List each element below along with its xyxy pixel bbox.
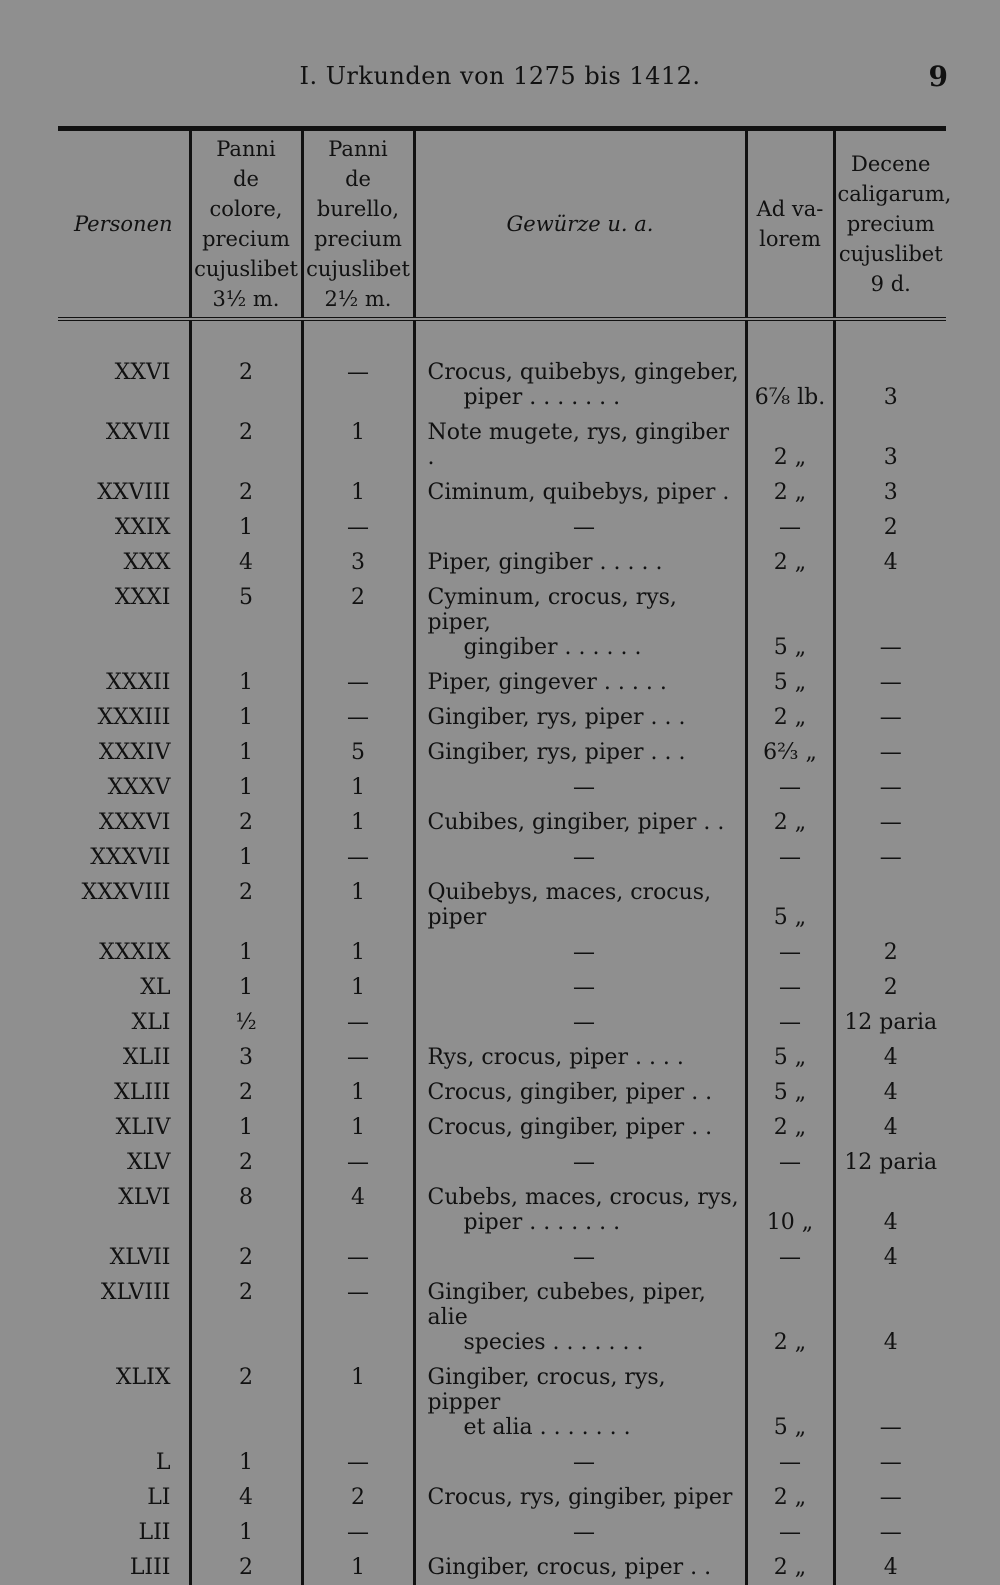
spice-line: Note mugete, rys, gingiber . [427,419,730,470]
cell-ad-valorem: 5 „ [746,1040,834,1075]
spice-line: — [573,1244,595,1270]
cell-spices [414,475,746,510]
cell-panni-colore: 2 [190,475,302,510]
table-row [58,1005,946,1040]
cell-panni-burello: 3 [302,545,414,580]
cell-panni-burello: — [302,1275,414,1360]
cell-spices [414,1445,746,1480]
cell-spices [414,875,746,935]
cell-decene: — [834,805,946,840]
table-row [58,970,946,1005]
cell-spices [414,580,746,665]
cell-ad-valorem: 5 „ [746,580,834,665]
header-decene [834,129,952,319]
cell-decene: — [834,580,946,665]
cell-panni-burello: 2 [302,580,414,665]
spice-line: — [573,774,595,800]
cell-panni-burello: 4 [302,1180,414,1240]
header-line: caligarum, [837,181,952,206]
cell-panni-burello: — [302,510,414,545]
cell-person: XXXV [107,774,171,800]
cell-panni-colore: 1 [190,770,302,805]
cell-decene: — [834,1445,946,1480]
cell-spices [414,770,746,805]
spice-line: — [573,514,595,540]
table-row [58,1145,946,1180]
cell-panni-burello: 1 [302,805,414,840]
spice-line: Gingiber, rys, piper . . . [427,739,686,765]
cell-panni-colore: 4 [190,545,302,580]
spice-line: Cubibes, gingiber, piper . . [427,809,725,835]
cell-spices [414,840,746,875]
cell-panni-colore: 1 [190,1515,302,1550]
cell-ad-valorem: — [746,1515,834,1550]
cell-panni-colore: 5 [190,580,302,665]
cell-panni-colore: 3 [190,1040,302,1075]
cell-decene: 2 [834,935,946,970]
cell-panni-burello: — [302,355,414,415]
header-personen: Personen [58,129,190,319]
cell-ad-valorem: — [746,770,834,805]
cell-ad-valorem: — [746,510,834,545]
cell-ad-valorem: — [746,840,834,875]
table-container [58,126,952,1585]
cell-person: XLVII [109,1244,171,1270]
spice-line: Gingiber, crocus, rys, pipper [427,1364,666,1415]
spice-line: — [573,1519,595,1545]
cell-panni-colore: 2 [190,355,302,415]
cell-panni-burello: — [302,1005,414,1040]
spice-line: Crocus, quibebys, gingeber, [427,359,739,385]
cell-ad-valorem: 10 „ [746,1180,834,1240]
table-row [58,700,946,735]
header-line: de colore, [209,166,283,221]
header-ad-valorem [746,129,834,319]
table-row [58,770,946,805]
cell-panni-colore: 1 [190,665,302,700]
cell-panni-colore: 2 [190,805,302,840]
table-row [58,1480,946,1515]
cell-spices [414,1515,746,1550]
cell-panni-burello: — [302,1445,414,1480]
cell-person: LIII [129,1554,171,1580]
cell-decene [834,875,946,935]
cell-panni-burello: — [302,1040,414,1075]
cell-spices [414,970,746,1005]
cell-ad-valorem: — [746,1240,834,1275]
cell-decene: — [834,1360,946,1445]
cell-ad-valorem: — [746,1145,834,1180]
spice-line: — [573,1149,595,1175]
cell-spices [414,415,746,475]
table-row [58,805,946,840]
table-row [58,1445,946,1480]
cell-panni-colore: 1 [190,510,302,545]
header-line: 9 d. [870,271,911,296]
cell-person: XLI [131,1009,171,1035]
cell-decene: 3 [834,355,946,415]
table-row [58,665,946,700]
table-spacer-row [58,319,946,355]
cell-spices [414,1360,746,1445]
header-line: lorem [759,226,821,251]
cell-panni-burello: — [302,1240,414,1275]
header-line: cujuslibet [838,241,943,266]
cell-panni-colore: 2 [190,1550,302,1585]
cell-person: XXXIX [99,939,171,965]
header-line: cujuslibet [306,256,410,281]
cell-decene: — [834,665,946,700]
cell-panni-burello: 1 [302,935,414,970]
table-row [58,355,946,415]
cell-panni-colore: 2 [190,1075,302,1110]
cell-decene: 3 [834,475,946,510]
cell-panni-colore: 4 [190,1480,302,1515]
cell-person: XXXVIII [81,879,171,905]
spice-line: Gingiber, rys, piper . . . [427,704,686,730]
spice-line: Gingiber, cubebes, piper, alie [427,1279,706,1330]
cell-person: XLIV [115,1114,171,1140]
cell-decene: 4 [834,1040,946,1075]
cell-ad-valorem: 2 „ [746,1480,834,1515]
cell-spices [414,355,746,415]
spice-line: et alia . . . . . . . [463,1414,631,1440]
cell-spices [414,1145,746,1180]
cell-panni-burello: — [302,840,414,875]
cell-ad-valorem: 2 „ [746,700,834,735]
cell-decene: — [834,700,946,735]
cell-spices [414,1075,746,1110]
cell-spices [414,1275,746,1360]
cell-spices [414,1480,746,1515]
table-row [58,545,946,580]
cell-spices [414,1005,746,1040]
spice-line: Crocus, gingiber, piper . . [427,1114,713,1140]
cell-person: XXX [123,549,171,575]
table-row [58,935,946,970]
spice-line: — [573,844,595,870]
cell-decene: 4 [834,1275,946,1360]
cell-ad-valorem: 5 „ [746,1360,834,1445]
header-line: Panni [328,136,388,161]
cell-decene: 4 [834,1550,946,1585]
cell-panni-colore: 1 [190,735,302,770]
cell-ad-valorem: 2 „ [746,805,834,840]
table-row [58,580,946,665]
header-line: precium [314,226,402,251]
cell-panni-colore: 1 [190,840,302,875]
cell-panni-colore: 1 [190,700,302,735]
cell-panni-burello: 2 [302,1480,414,1515]
cell-person: XLV [126,1149,171,1175]
header-gewurze: Gewürze u. a. [414,129,746,319]
cell-ad-valorem: 2 „ [746,475,834,510]
cell-panni-colore: 1 [190,935,302,970]
table-row [58,1550,946,1585]
cell-person: XXVIII [97,479,171,505]
table-body [58,319,946,1585]
cell-panni-colore: 2 [190,1275,302,1360]
cell-person: L [155,1449,171,1475]
spice-line: Cyminum, crocus, rys, piper, [427,584,677,635]
cell-panni-colore: 2 [190,1360,302,1445]
header-line: 2½ m. [324,286,392,311]
table-row [58,840,946,875]
cell-ad-valorem: 5 „ [746,1075,834,1110]
spice-line: Ciminum, quibebys, piper . [427,479,730,505]
table-header [58,129,952,319]
cell-panni-colore: 2 [190,1240,302,1275]
spice-line: — [573,939,595,965]
cell-panni-colore: 1 [190,1110,302,1145]
table-row [58,1110,946,1145]
spice-line: species . . . . . . . [463,1329,644,1355]
table-row [58,875,946,935]
cell-ad-valorem: 2 „ [746,1550,834,1585]
page-number: 9 [928,60,948,93]
header-panni-burello [302,129,414,319]
running-head: I. Urkunden von 1275 bis 1412. [299,62,701,90]
cell-ad-valorem: 2 „ [746,545,834,580]
cell-panni-burello: 1 [302,1075,414,1110]
table-row [58,415,946,475]
spice-line: piper . . . . . . . [463,384,621,410]
spice-line: Piper, gingever . . . . . [427,669,667,695]
table-row [58,1075,946,1110]
cell-ad-valorem: — [746,935,834,970]
cell-panni-burello: — [302,700,414,735]
cell-person: XXXII [106,669,171,695]
spice-line: gingiber . . . . . . [463,634,642,660]
spice-line: Gingiber, crocus, piper . . [427,1554,712,1580]
cell-person: XXXI [114,584,171,610]
header-panni-colore [190,129,302,319]
cell-panni-burello: 1 [302,1550,414,1585]
spice-line: Rys, crocus, piper . . . . [427,1044,684,1070]
cell-panni-burello: 1 [302,1360,414,1445]
header-line: Decene [851,151,931,176]
table-row [58,1240,946,1275]
cell-person: XL [140,974,171,1000]
cell-panni-burello: 1 [302,875,414,935]
header-line: de burello, [316,166,400,221]
cell-ad-valorem: 5 „ [746,875,834,935]
cell-ad-valorem: 2 „ [746,415,834,475]
customs-table [58,126,952,1585]
cell-spices [414,545,746,580]
spice-line: Piper, gingiber . . . . . [427,549,663,575]
cell-ad-valorem: — [746,1445,834,1480]
cell-panni-burello: 5 [302,735,414,770]
table-row [58,735,946,770]
cell-panni-colore: 8 [190,1180,302,1240]
cell-person: XXXVII [90,844,171,870]
cell-spices [414,935,746,970]
cell-panni-burello: 1 [302,475,414,510]
cell-person: XXXIII [97,704,171,730]
cell-spices [414,665,746,700]
cell-ad-valorem: 6⁷⁄₈ lb. [746,355,834,415]
cell-person: XXXIV [98,739,171,765]
cell-decene: 12 paria [834,1145,946,1180]
spice-line: — [573,974,595,1000]
cell-person: XLII [122,1044,171,1070]
cell-spices [414,1240,746,1275]
cell-decene: 2 [834,970,946,1005]
cell-spices [414,1040,746,1075]
cell-ad-valorem: — [746,970,834,1005]
cell-person: XLIII [114,1079,171,1105]
cell-decene: 4 [834,1180,946,1240]
table-row [58,1360,946,1445]
cell-person: XXVI [114,359,171,385]
cell-spices [414,1550,746,1585]
cell-panni-colore: 2 [190,415,302,475]
cell-panni-burello: 1 [302,770,414,805]
table-row [58,1180,946,1240]
spice-line: Cubebs, maces, crocus, rys, [427,1184,739,1210]
cell-decene: 3 [834,415,946,475]
cell-ad-valorem: — [746,1005,834,1040]
cell-panni-colore: 2 [190,1145,302,1180]
cell-person: XXVII [105,419,171,445]
header-line: precium [846,211,935,236]
cell-panni-burello: — [302,665,414,700]
cell-decene: 2 [834,510,946,545]
cell-panni-colore: 1 [190,1445,302,1480]
table-row [58,475,946,510]
cell-decene: 4 [834,1110,946,1145]
header-line: 3½ m. [212,286,280,311]
cell-decene: — [834,840,946,875]
cell-spices [414,510,746,545]
cell-spices [414,1180,746,1240]
cell-person: XXIX [114,514,171,540]
cell-decene: — [834,1480,946,1515]
cell-decene: 4 [834,1075,946,1110]
cell-decene: — [834,770,946,805]
spice-line: — [573,1449,595,1475]
spice-line: piper . . . . . . . [463,1209,621,1235]
header-line: cujuslibet [194,256,298,281]
cell-decene: — [834,1515,946,1550]
spice-line: Crocus, gingiber, piper . . [427,1079,713,1105]
cell-person: XLVI [118,1184,171,1210]
cell-decene: — [834,735,946,770]
cell-ad-valorem: 6²⁄₃ „ [746,735,834,770]
table-row [58,1275,946,1360]
spice-line: Quibebys, maces, crocus, piper [427,879,712,930]
cell-panni-burello: 1 [302,1110,414,1145]
spice-line: — [573,1009,595,1035]
cell-person: LII [138,1519,171,1545]
cell-spices [414,735,746,770]
cell-ad-valorem: 5 „ [746,665,834,700]
table-row [58,510,946,545]
cell-person: XXXVI [98,809,171,835]
cell-decene: 4 [834,1240,946,1275]
cell-ad-valorem: 2 „ [746,1110,834,1145]
cell-spices [414,1110,746,1145]
cell-person: XLIX [115,1364,171,1390]
header-line: precium [202,226,290,251]
header-line: Panni [216,136,276,161]
cell-person: XLVIII [100,1279,171,1305]
spice-line: Crocus, rys, gingiber, piper [427,1484,733,1510]
cell-panni-colore: 1 [190,970,302,1005]
cell-panni-burello: 1 [302,970,414,1005]
cell-ad-valorem: 2 „ [746,1275,834,1360]
table-row [58,1515,946,1550]
cell-person: LI [147,1484,171,1510]
cell-panni-colore: 2 [190,875,302,935]
table-row [58,1040,946,1075]
cell-spices [414,700,746,735]
cell-spices [414,805,746,840]
cell-decene: 4 [834,545,946,580]
cell-decene: 12 paria [834,1005,946,1040]
cell-panni-burello: — [302,1145,414,1180]
header-line: Ad va- [756,196,824,221]
cell-panni-burello: — [302,1515,414,1550]
cell-panni-burello: 1 [302,415,414,475]
cell-panni-colore: ½ [190,1005,302,1040]
